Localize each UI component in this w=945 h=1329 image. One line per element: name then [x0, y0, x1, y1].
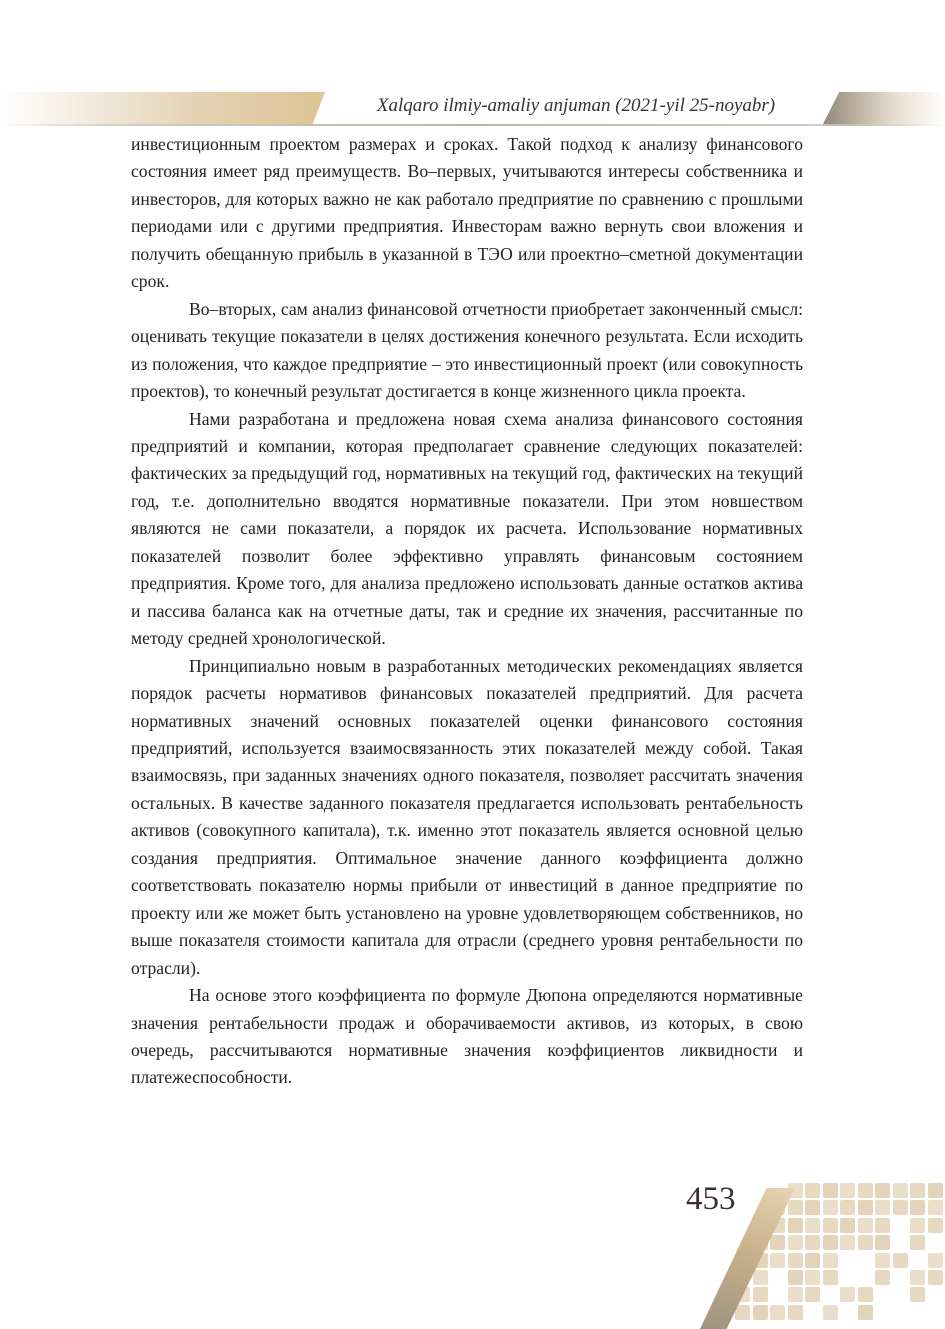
decor-tile — [893, 1253, 908, 1268]
decor-tile — [770, 1305, 785, 1320]
decor-tile — [823, 1218, 838, 1233]
decor-tile — [805, 1200, 820, 1215]
decor-tile — [910, 1270, 925, 1285]
decor-tile — [858, 1183, 873, 1198]
decor-tile — [823, 1235, 838, 1250]
decor-tile — [910, 1200, 925, 1215]
header-rule — [0, 124, 945, 126]
paragraph: инвестиционным проектом размерах и сроках. Такой подход к анализу финансового состояния имеет ряд преимуществ. Во–первых, учитываются интересы собственника и инвесторов, для которых важно не как работало предприятие по сравнению с прошлыми периодами или с другими предприятия. Инвесторам важно вернуть свои вложения и получить обещанную прибыль в указанной в ТЭО или проектно–сметной документации срок. — [131, 134, 803, 292]
decor-tile — [753, 1287, 768, 1302]
paragraph: На основе этого коэффициента по формуле Дюпона определяются нормативные значения рентабельности продаж и оборачиваемости активов, из которых, в свою очередь, рассчитываются нормативные значения коэффициентов ликвидности и платежеспособности. — [131, 985, 803, 1088]
decor-tile — [805, 1253, 820, 1268]
decor-tile — [875, 1253, 890, 1268]
header-right-decoration — [822, 92, 945, 126]
decor-tile — [805, 1218, 820, 1233]
decor-tile — [875, 1183, 890, 1198]
decor-tile — [770, 1253, 785, 1268]
decor-tile — [910, 1218, 925, 1233]
decor-tile — [753, 1270, 768, 1285]
decor-tile — [875, 1270, 890, 1285]
decor-tile — [788, 1218, 803, 1233]
paragraph: Принципиально новым в разработанных методических рекомендациях является порядок расчеты нормативов финансовых показателей предприятий. Для расчета нормативных значений основных показателей оценки финансового состояния предприятий, используется взаимосвязанность этих показателей между собой. Такая взаимосвязь, при заданных значениях одного показателя, позволяет рассчитать значения остальных. В качестве заданного показателя предлагается использовать рентабельность активов (совокупного капитала), т.к. именно этот показатель является основной целью создания предприятия. Оптимальное значение данного коэффициента должно соответствовать показателю нормы прибыли от инвестиций в данное предприятие по проекту или же может быть установлено на уровне удовлетворяющем собственников, но выше показателя стоимости капитала для отрасли (среднего уровня рентабельности по отрасли). — [131, 655, 803, 978]
decor-tile — [805, 1270, 820, 1285]
paragraph: Во–вторых, сам анализ финансовой отчетности приобретает законченный смысл: оценивать текущие показатели в целях достижения конечного результата. Если исходить из положения, что каждое предприятие – это инвестиционный проект (или совокупность проектов), то конечный результат достигается в конце жизненного цикла проекта. — [131, 298, 803, 402]
decor-tile — [788, 1305, 803, 1320]
decor-tile — [823, 1200, 838, 1215]
page-number: 453 — [686, 1181, 736, 1217]
decor-tile — [928, 1218, 943, 1233]
decor-tile — [823, 1253, 838, 1268]
decor-tile — [823, 1305, 838, 1320]
paragraph: Нами разработана и предложена новая схема анализа финансового состояния предприятий и компании, которая предполагает сравнение следующих показателей: фактических за предыдущий год, нормативных на текущий год, фактических на текущий год, т.е. дополнительно вводятся нормативные показатели. При этом новшеством являются не сами показатели, а порядок их расчета. Использование нормативных показателей позволит более эффективно управлять финансовым состоянием предприятия. Кроме того, для анализа предложено использовать данные остатков актива и пассива баланса как на отчетные даты, так и средние их значения, рассчитанные по методу средней хронологической. — [131, 408, 803, 649]
decor-tile — [858, 1200, 873, 1215]
decor-tile — [788, 1200, 803, 1215]
decor-tile — [875, 1235, 890, 1250]
decor-tile — [840, 1235, 855, 1250]
decor-tile — [858, 1287, 873, 1302]
conference-title: Xalqaro ilmiy-amaliy anjuman (2021-yil 25-noyabr) — [376, 95, 776, 116]
header-left-decoration — [0, 92, 325, 126]
decor-tile — [858, 1235, 873, 1250]
decor-tile — [858, 1305, 873, 1320]
decor-tile — [823, 1183, 838, 1198]
decor-tile — [875, 1200, 890, 1215]
decor-tile — [840, 1287, 855, 1302]
decor-tile — [823, 1270, 838, 1285]
decor-tile — [893, 1200, 908, 1215]
decor-tile — [893, 1183, 908, 1198]
decor-tile — [928, 1183, 943, 1198]
decor-tile — [788, 1235, 803, 1250]
decor-tile — [928, 1200, 943, 1215]
decor-tile — [910, 1287, 925, 1302]
decor-tile — [858, 1218, 873, 1233]
decor-tile — [928, 1270, 943, 1285]
decor-tile — [805, 1235, 820, 1250]
decor-tile — [840, 1200, 855, 1215]
decor-tile — [805, 1287, 820, 1302]
decor-tile — [788, 1253, 803, 1268]
decor-tile — [753, 1305, 768, 1320]
decor-tile — [735, 1305, 750, 1320]
decor-tile — [875, 1218, 890, 1233]
decor-tile — [928, 1253, 943, 1268]
body-text — [131, 131, 803, 1092]
decor-tile — [788, 1287, 803, 1302]
decor-tile — [840, 1183, 855, 1198]
decor-tile — [910, 1183, 925, 1198]
decor-tile — [770, 1235, 785, 1250]
decor-tile — [910, 1235, 925, 1250]
decor-tile — [788, 1270, 803, 1285]
decor-tile — [840, 1218, 855, 1233]
decor-tile — [805, 1183, 820, 1198]
